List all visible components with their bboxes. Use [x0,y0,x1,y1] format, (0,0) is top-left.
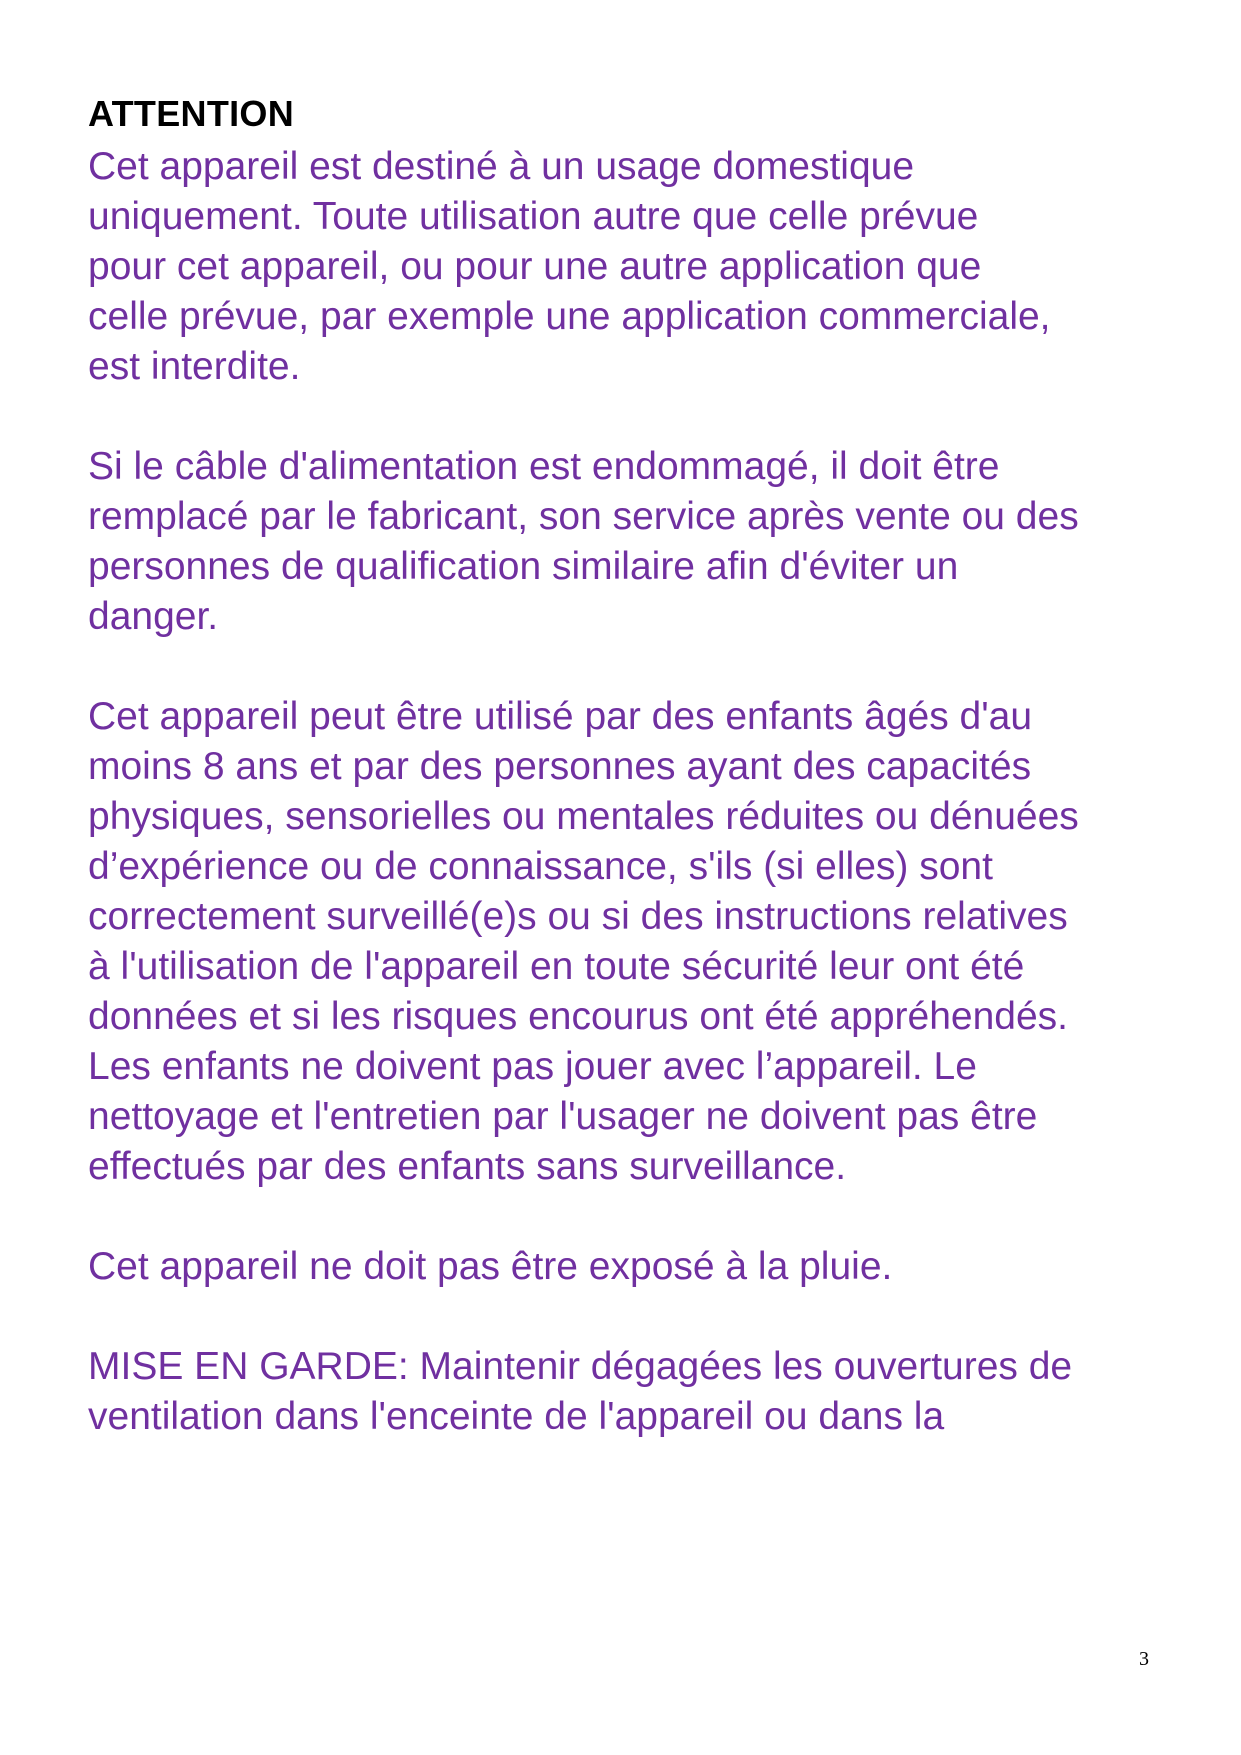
paragraph-3-line-2: moins 8 ans et par des personnes ayant des capacités [88,745,1032,788]
paragraph-2-line-1: Si le câble d'alimentation est endommagé, il doit être [88,445,1000,488]
paragraph-3-line-1: Cet appareil peut être utilisé par des enfants âgés d'au [88,695,1033,738]
paragraph-3-line-10: effectués par des enfants sans surveillance. [88,1145,847,1188]
page-number: 3 [1139,1648,1149,1670]
paragraph-1-line-4: celle prévue, par exemple une application commerciale, [88,295,1051,338]
paragraph-4-line-1: Cet appareil ne doit pas être exposé à la pluie. [88,1245,893,1288]
paragraph-3-line-9: nettoyage et l'entretien par l'usager ne doivent pas être [88,1095,1038,1138]
attention-heading: ATTENTION [88,93,295,134]
paragraph-3-line-6: à l'utilisation de l'appareil en toute sécurité leur ont été [88,945,1025,988]
paragraph-3-line-4: d’expérience ou de connaissance, s'ils (si elles) sont [88,845,993,888]
paragraph-2-line-2: remplacé par le fabricant, son service après vente ou des [88,495,1079,538]
paragraph-2-line-4: danger. [88,595,219,638]
paragraph-1-line-3: pour cet appareil, ou pour une autre application que [88,245,982,288]
paragraph-5-line-1: MISE EN GARDE: Maintenir dégagées les ouvertures de [88,1345,1073,1388]
paragraph-3-line-8: Les enfants ne doivent pas jouer avec l’appareil. Le [88,1045,977,1088]
paragraph-1-line-2: uniquement. Toute utilisation autre que celle prévue [88,195,979,238]
paragraph-1-line-1: Cet appareil est destiné à un usage domestique [88,145,915,188]
paragraph-3-line-3: physiques, sensorielles ou mentales réduites ou dénuées [88,795,1079,838]
paragraph-3-line-7: données et si les risques encourus ont été appréhendés. [88,995,1068,1038]
paragraph-1-line-5: est interdite. [88,345,301,388]
paragraph-5-line-2: ventilation dans l'enceinte de l'appareil ou dans la [88,1395,945,1438]
paragraph-3-line-5: correctement surveillé(e)s ou si des instructions relatives [88,895,1068,938]
paragraph-2-line-3: personnes de qualification similaire afin d'éviter un [88,545,959,588]
